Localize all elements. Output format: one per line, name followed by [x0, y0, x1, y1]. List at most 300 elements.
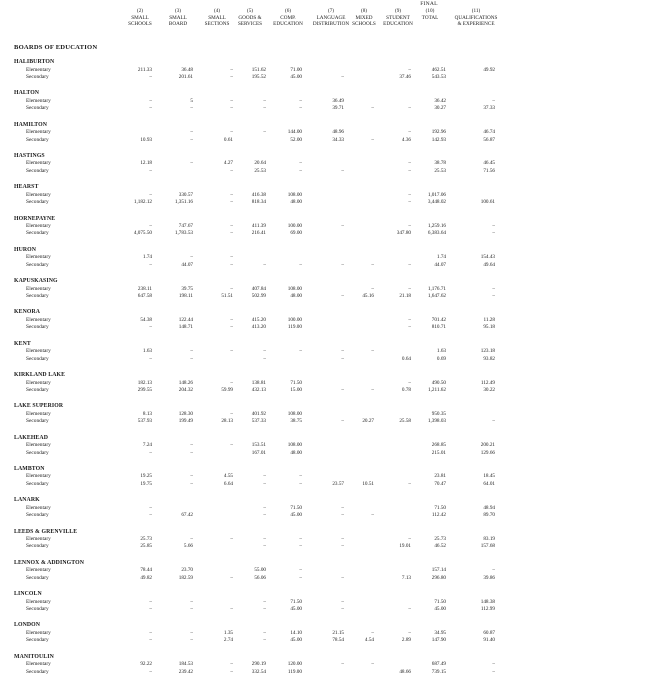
table-cell: 36.49 [332, 97, 344, 104]
table-cell: 537.93 [137, 418, 152, 425]
table-cell: 1,017.06 [427, 191, 446, 198]
row-label: Elementary [26, 504, 51, 511]
table-cell: 184.53 [178, 661, 193, 668]
table-cell: – [190, 598, 193, 605]
table-cell: – [149, 449, 152, 456]
row-label: Elementary [26, 285, 51, 292]
table-cell: – [492, 293, 495, 299]
row-label: Secondary [26, 167, 49, 174]
table-cell: 347.80 [396, 230, 411, 237]
table-cell: 71.50 [290, 598, 302, 605]
table-cell: 151.62 [251, 66, 266, 73]
table-cell: – [408, 105, 411, 112]
table-cell: – [371, 136, 374, 143]
table-cell: – [341, 598, 344, 605]
table-cell: 45.00 [290, 512, 302, 519]
table-cell: – [408, 316, 411, 323]
table-cell: 268.85 [431, 442, 446, 449]
table-cell: 48.00 [290, 449, 302, 456]
table-cell: 4.55 [223, 473, 233, 480]
board-name: LEEDS & GRENVILLE [14, 528, 78, 535]
table-cell: – [230, 199, 233, 206]
table-cell: 0.69 [436, 355, 446, 362]
table-cell: 2.89 [401, 637, 411, 644]
table-cell: 7.13 [401, 574, 411, 581]
table-cell: 38.75 [290, 418, 302, 425]
table-cell: 144.00 [287, 129, 302, 136]
board-name: HORNEPAYNE [14, 215, 56, 222]
table-cell: 45.16 [362, 293, 374, 299]
table-cell: 148.38 [480, 598, 495, 605]
table-cell: 4.27 [223, 160, 233, 167]
column-header: (3) SMALL BOARD [168, 8, 188, 28]
table-cell: – [263, 355, 266, 362]
final-label: FINAL [420, 1, 438, 7]
table-cell: 401.92 [251, 410, 266, 417]
table-cell: – [230, 105, 233, 112]
board-name: LAMBTON [14, 465, 45, 472]
table-cell: 153.51 [251, 442, 266, 449]
row-label: Secondary [26, 355, 49, 362]
table-cell: – [341, 223, 344, 229]
table-cell: 8.13 [142, 410, 152, 417]
table-cell: 138.81 [251, 379, 266, 386]
table-cell: 647.58 [137, 293, 152, 299]
table-cell: – [408, 480, 411, 487]
table-cell: – [408, 129, 411, 136]
table-cell: – [263, 105, 266, 112]
table-cell: 30.27 [434, 105, 446, 112]
table-cell: – [230, 167, 233, 174]
table-cell: 25.73 [434, 536, 446, 542]
table-cell: 52.00 [290, 136, 302, 143]
table-cell: 100.00 [287, 316, 302, 323]
table-cell: – [299, 574, 302, 581]
table-cell: – [263, 543, 266, 550]
table-cell: 330.57 [178, 191, 193, 198]
table-cell: 46.74 [483, 129, 495, 136]
table-cell: – [190, 473, 193, 480]
table-cell: – [371, 386, 374, 393]
section-title: BOARDS OF EDUCATION [14, 44, 98, 51]
table-cell: – [492, 567, 495, 574]
row-label: Elementary [26, 567, 51, 574]
table-cell: – [230, 348, 233, 355]
table-cell: 5.66 [183, 543, 193, 550]
table-cell: – [299, 480, 302, 487]
table-cell: 91.40 [483, 637, 495, 644]
table-cell: – [408, 324, 411, 331]
table-cell: – [149, 261, 152, 268]
table-cell: 10.51 [362, 480, 374, 487]
table-cell: – [408, 199, 411, 206]
table-cell: 23.81 [434, 473, 446, 480]
table-cell: – [492, 661, 495, 668]
table-cell: – [341, 418, 344, 425]
table-cell: 167.01 [251, 449, 266, 456]
table-cell: 69.00 [290, 230, 302, 237]
table-cell: 19.25 [140, 473, 152, 480]
table-cell: – [492, 223, 495, 229]
table-cell: 45.00 [290, 637, 302, 644]
table-cell: – [263, 536, 266, 542]
table-cell: 490.50 [431, 379, 446, 386]
table-cell: 78.44 [140, 567, 152, 574]
table-cell: 215.01 [431, 449, 446, 456]
table-cell: 60.87 [483, 629, 495, 636]
table-cell: 39.75 [181, 285, 193, 292]
table-cell: – [190, 160, 193, 167]
board-name: HURON [14, 246, 37, 253]
table-cell: – [230, 73, 233, 80]
table-cell: – [371, 512, 374, 519]
table-cell: 36.48 [181, 66, 193, 73]
table-cell: – [492, 668, 495, 675]
table-cell: 51.51 [221, 293, 233, 299]
table-cell: – [263, 629, 266, 636]
table-cell: – [492, 230, 495, 237]
table-cell: – [230, 574, 233, 581]
table-cell: 211.33 [137, 66, 152, 73]
board-name: MANITOULIN [14, 653, 54, 660]
table-cell: – [149, 97, 152, 104]
board-name: LAKE SUPERIOR [14, 403, 64, 410]
table-cell: 192.96 [431, 129, 446, 136]
table-cell: – [230, 606, 233, 612]
table-cell: – [230, 316, 233, 323]
table-cell: 238.11 [137, 285, 152, 292]
table-cell: – [408, 191, 411, 198]
table-cell: 48.66 [399, 668, 411, 675]
table-cell: 44.07 [434, 261, 446, 268]
table-cell: 416.38 [251, 191, 266, 198]
table-cell: 44.07 [181, 261, 193, 268]
row-label: Secondary [26, 136, 49, 143]
board-name: HALIBURTON [14, 59, 55, 65]
table-cell: 119.00 [287, 668, 302, 675]
table-cell: – [190, 348, 193, 355]
column-header: (6) COMP. EDUCATION [273, 8, 303, 28]
table-cell: – [190, 536, 193, 542]
board-name: LONDON [14, 622, 41, 629]
table-cell: – [492, 418, 495, 425]
table-cell: 332.54 [251, 668, 266, 675]
table-cell: – [341, 543, 344, 550]
table-cell: – [149, 105, 152, 112]
table-cell: – [299, 567, 302, 574]
table-cell: – [149, 512, 152, 519]
row-label: Elementary [26, 66, 51, 73]
row-label: Secondary [26, 418, 49, 425]
table-cell: 6.64 [223, 480, 233, 487]
table-cell: 70.47 [434, 480, 446, 487]
table-cell: – [371, 105, 374, 112]
table-cell: – [408, 167, 411, 174]
table-cell: – [230, 254, 233, 261]
table-cell: 0.78 [401, 386, 411, 393]
table-cell: – [149, 355, 152, 362]
table-cell: 108.00 [287, 285, 302, 292]
table-cell: – [190, 136, 193, 143]
table-cell: – [230, 668, 233, 675]
table-cell: – [299, 261, 302, 268]
table-cell: 1,647.62 [427, 293, 446, 299]
table-cell: – [190, 449, 193, 456]
table-cell: 49.64 [483, 261, 495, 268]
table-cell: – [299, 543, 302, 550]
table-cell: 411.39 [251, 223, 266, 229]
table-cell: 1.74 [436, 254, 446, 261]
table-cell: – [149, 167, 152, 174]
column-header: (11) QUALIFICATIONS & EXPERIENCE [454, 8, 498, 28]
table-cell: 810.71 [431, 324, 446, 331]
table-cell: – [149, 637, 152, 644]
table-cell: 71.50 [290, 504, 302, 511]
table-cell: 5 [190, 97, 193, 104]
table-cell: 83.19 [483, 536, 495, 542]
row-label: Elementary [26, 97, 51, 104]
table-cell: 122.44 [178, 316, 193, 323]
table-cell: 502.99 [251, 293, 266, 299]
table-cell: – [230, 442, 233, 449]
table-cell: 25.85 [140, 543, 152, 550]
table-cell: 148.26 [178, 379, 193, 386]
table-cell: 204.32 [178, 386, 193, 393]
table-cell: – [341, 167, 344, 174]
table-cell: – [230, 223, 233, 229]
table-cell: – [371, 629, 374, 636]
board-name: KENT [14, 340, 31, 347]
table-cell: 71.00 [290, 66, 302, 73]
table-cell: 100.00 [287, 223, 302, 229]
table-cell: – [149, 629, 152, 636]
table-cell: 4.36 [401, 136, 411, 143]
table-cell: – [230, 191, 233, 198]
table-cell: 818.34 [251, 199, 266, 206]
table-cell: 543.53 [431, 73, 446, 80]
table-cell: 142.93 [431, 136, 446, 143]
column-header: (5) GOODS & SERVICES [237, 8, 263, 28]
table-cell: 407.84 [251, 285, 266, 292]
table-cell: 4.54 [364, 637, 374, 644]
row-label: Secondary [26, 73, 49, 80]
table-cell: 1,398.03 [427, 418, 446, 425]
table-cell: 108.00 [287, 442, 302, 449]
table-cell: – [263, 480, 266, 487]
table-cell: – [190, 355, 193, 362]
table-cell: – [190, 637, 193, 644]
table-cell: 55.00 [254, 567, 266, 574]
table-cell: 701.42 [431, 316, 446, 323]
board-name: HAMILTON [14, 121, 48, 128]
table-cell: 93.82 [483, 355, 495, 362]
row-label: Elementary [26, 442, 51, 449]
table-cell: – [408, 606, 411, 612]
table-cell: 1.35 [223, 629, 233, 636]
table-cell: – [263, 261, 266, 268]
board-name: LAKEHEAD [14, 434, 48, 441]
table-cell: 200.21 [480, 442, 495, 449]
column-header: (4) SMALL SECTIONS [204, 8, 230, 28]
row-label: Secondary [26, 293, 49, 299]
table-cell: 123.18 [480, 348, 495, 355]
table-cell: 48.96 [332, 129, 344, 136]
table-cell: – [230, 129, 233, 136]
table-cell: – [190, 129, 193, 136]
table-cell: 71.56 [483, 167, 495, 174]
table-cell: 687.49 [431, 661, 446, 668]
table-cell: 1,176.71 [427, 285, 446, 292]
column-header: (7) LANGUAGE DISTRIBUTION [312, 8, 350, 28]
table-cell: 147.90 [431, 637, 446, 644]
table-cell: – [149, 324, 152, 331]
row-label: Elementary [26, 410, 51, 417]
table-cell: – [299, 473, 302, 480]
table-cell: – [230, 410, 233, 417]
table-cell: 201.61 [178, 73, 193, 80]
table-cell: 67.42 [181, 512, 193, 519]
table-cell: – [371, 661, 374, 668]
table-cell: 7.24 [142, 442, 152, 449]
table-cell: 71.50 [290, 379, 302, 386]
table-cell: – [149, 223, 152, 229]
table-cell: 6,383.64 [427, 230, 446, 237]
table-cell: 1.74 [142, 254, 152, 261]
table-cell: – [230, 230, 233, 237]
table-cell: 2.74 [223, 637, 233, 644]
board-name: LENNOX & ADDINGTON [14, 559, 84, 566]
table-cell: 37.46 [399, 73, 411, 80]
board-name: KAPUSKASING [14, 278, 58, 285]
table-cell: – [230, 536, 233, 542]
table-cell: 216.41 [251, 230, 266, 237]
table-cell: 46.45 [483, 160, 495, 167]
table-cell: – [341, 661, 344, 668]
table-cell: 182.13 [137, 379, 152, 386]
table-cell: 108.00 [287, 410, 302, 417]
table-cell: – [263, 606, 266, 612]
table-cell: 54.38 [140, 316, 152, 323]
table-cell: – [299, 97, 302, 104]
row-label: Secondary [26, 199, 49, 206]
table-cell: – [263, 504, 266, 511]
table-cell: 49.92 [483, 66, 495, 73]
table-cell: 89.70 [483, 512, 495, 519]
table-cell: 290.19 [251, 661, 266, 668]
table-cell: 119.00 [287, 324, 302, 331]
table-cell: – [263, 512, 266, 519]
table-cell: – [230, 97, 233, 104]
table-cell: – [341, 512, 344, 519]
row-label: Elementary [26, 629, 51, 636]
table-cell: – [341, 606, 344, 612]
table-cell: – [149, 73, 152, 80]
table-cell: 157.14 [431, 567, 446, 574]
table-cell: 1,182.12 [133, 199, 152, 206]
table-cell: – [341, 386, 344, 393]
table-cell: 10.93 [140, 136, 152, 143]
table-cell: – [263, 97, 266, 104]
table-cell: – [492, 97, 495, 104]
table-cell: – [190, 442, 193, 449]
table-cell: – [341, 293, 344, 299]
table-cell: – [149, 598, 152, 605]
table-cell: 157.68 [480, 543, 495, 550]
table-cell: 112.49 [480, 379, 495, 386]
table-cell: – [492, 285, 495, 292]
row-label: Elementary [26, 473, 51, 480]
table-cell: 95.18 [483, 324, 495, 331]
table-cell: 20.64 [254, 160, 266, 167]
table-cell: – [341, 574, 344, 581]
row-label: Secondary [26, 480, 49, 487]
row-label: Elementary [26, 254, 51, 261]
table-cell: – [341, 355, 344, 362]
table-cell: 0.64 [401, 355, 411, 362]
table-cell: 49.82 [140, 574, 152, 581]
table-cell: – [341, 536, 344, 542]
table-cell: 19.01 [399, 543, 411, 550]
table-cell: 537.33 [251, 418, 266, 425]
table-cell: 1,211.62 [428, 386, 446, 393]
table-cell: 950.35 [431, 410, 446, 417]
table-cell: 148.71 [178, 324, 193, 331]
table-cell: – [408, 223, 411, 229]
table-cell: – [230, 261, 233, 268]
table-cell: 198.11 [178, 293, 193, 299]
table-cell: – [190, 254, 193, 261]
row-label: Elementary [26, 160, 51, 167]
row-label: Elementary [26, 598, 51, 605]
table-cell: 14.10 [290, 629, 302, 636]
table-cell: 56.06 [254, 574, 266, 581]
table-cell: 21.15 [332, 629, 344, 636]
table-cell: 112.99 [480, 606, 495, 612]
table-cell: – [341, 504, 344, 511]
table-cell: 23.70 [181, 567, 193, 574]
table-cell: 71.50 [434, 504, 446, 511]
table-cell: – [263, 598, 266, 605]
table-cell: – [408, 285, 411, 292]
row-label: Elementary [26, 316, 51, 323]
table-cell: 45.00 [290, 73, 302, 80]
table-cell: 25.58 [399, 418, 411, 425]
table-cell: – [371, 261, 374, 268]
table-cell: 128.30 [178, 410, 193, 417]
table-cell: 21.18 [399, 293, 411, 299]
table-cell: 78.54 [332, 637, 344, 644]
table-cell: 48.00 [290, 293, 302, 299]
table-cell: 25.73 [140, 536, 152, 542]
board-name: KIRKLAND LAKE [14, 372, 66, 378]
row-label: Secondary [26, 637, 49, 644]
row-label: Elementary [26, 348, 51, 355]
table-cell: 45.00 [290, 606, 302, 612]
table-cell: 56.87 [483, 136, 495, 143]
row-label: Elementary [26, 536, 51, 542]
table-cell: 23.57 [332, 480, 344, 487]
table-cell: 1,351.16 [174, 199, 193, 206]
table-cell: – [190, 105, 193, 112]
row-label: Secondary [26, 230, 49, 237]
table-cell: 19.75 [140, 480, 152, 487]
table-cell: 413.20 [251, 324, 266, 331]
table-cell: 48.00 [290, 199, 302, 206]
table-cell: 36.42 [434, 97, 446, 104]
row-label: Secondary [26, 449, 49, 456]
table-cell: 154.43 [480, 254, 495, 261]
table-cell: 34.95 [434, 629, 446, 636]
